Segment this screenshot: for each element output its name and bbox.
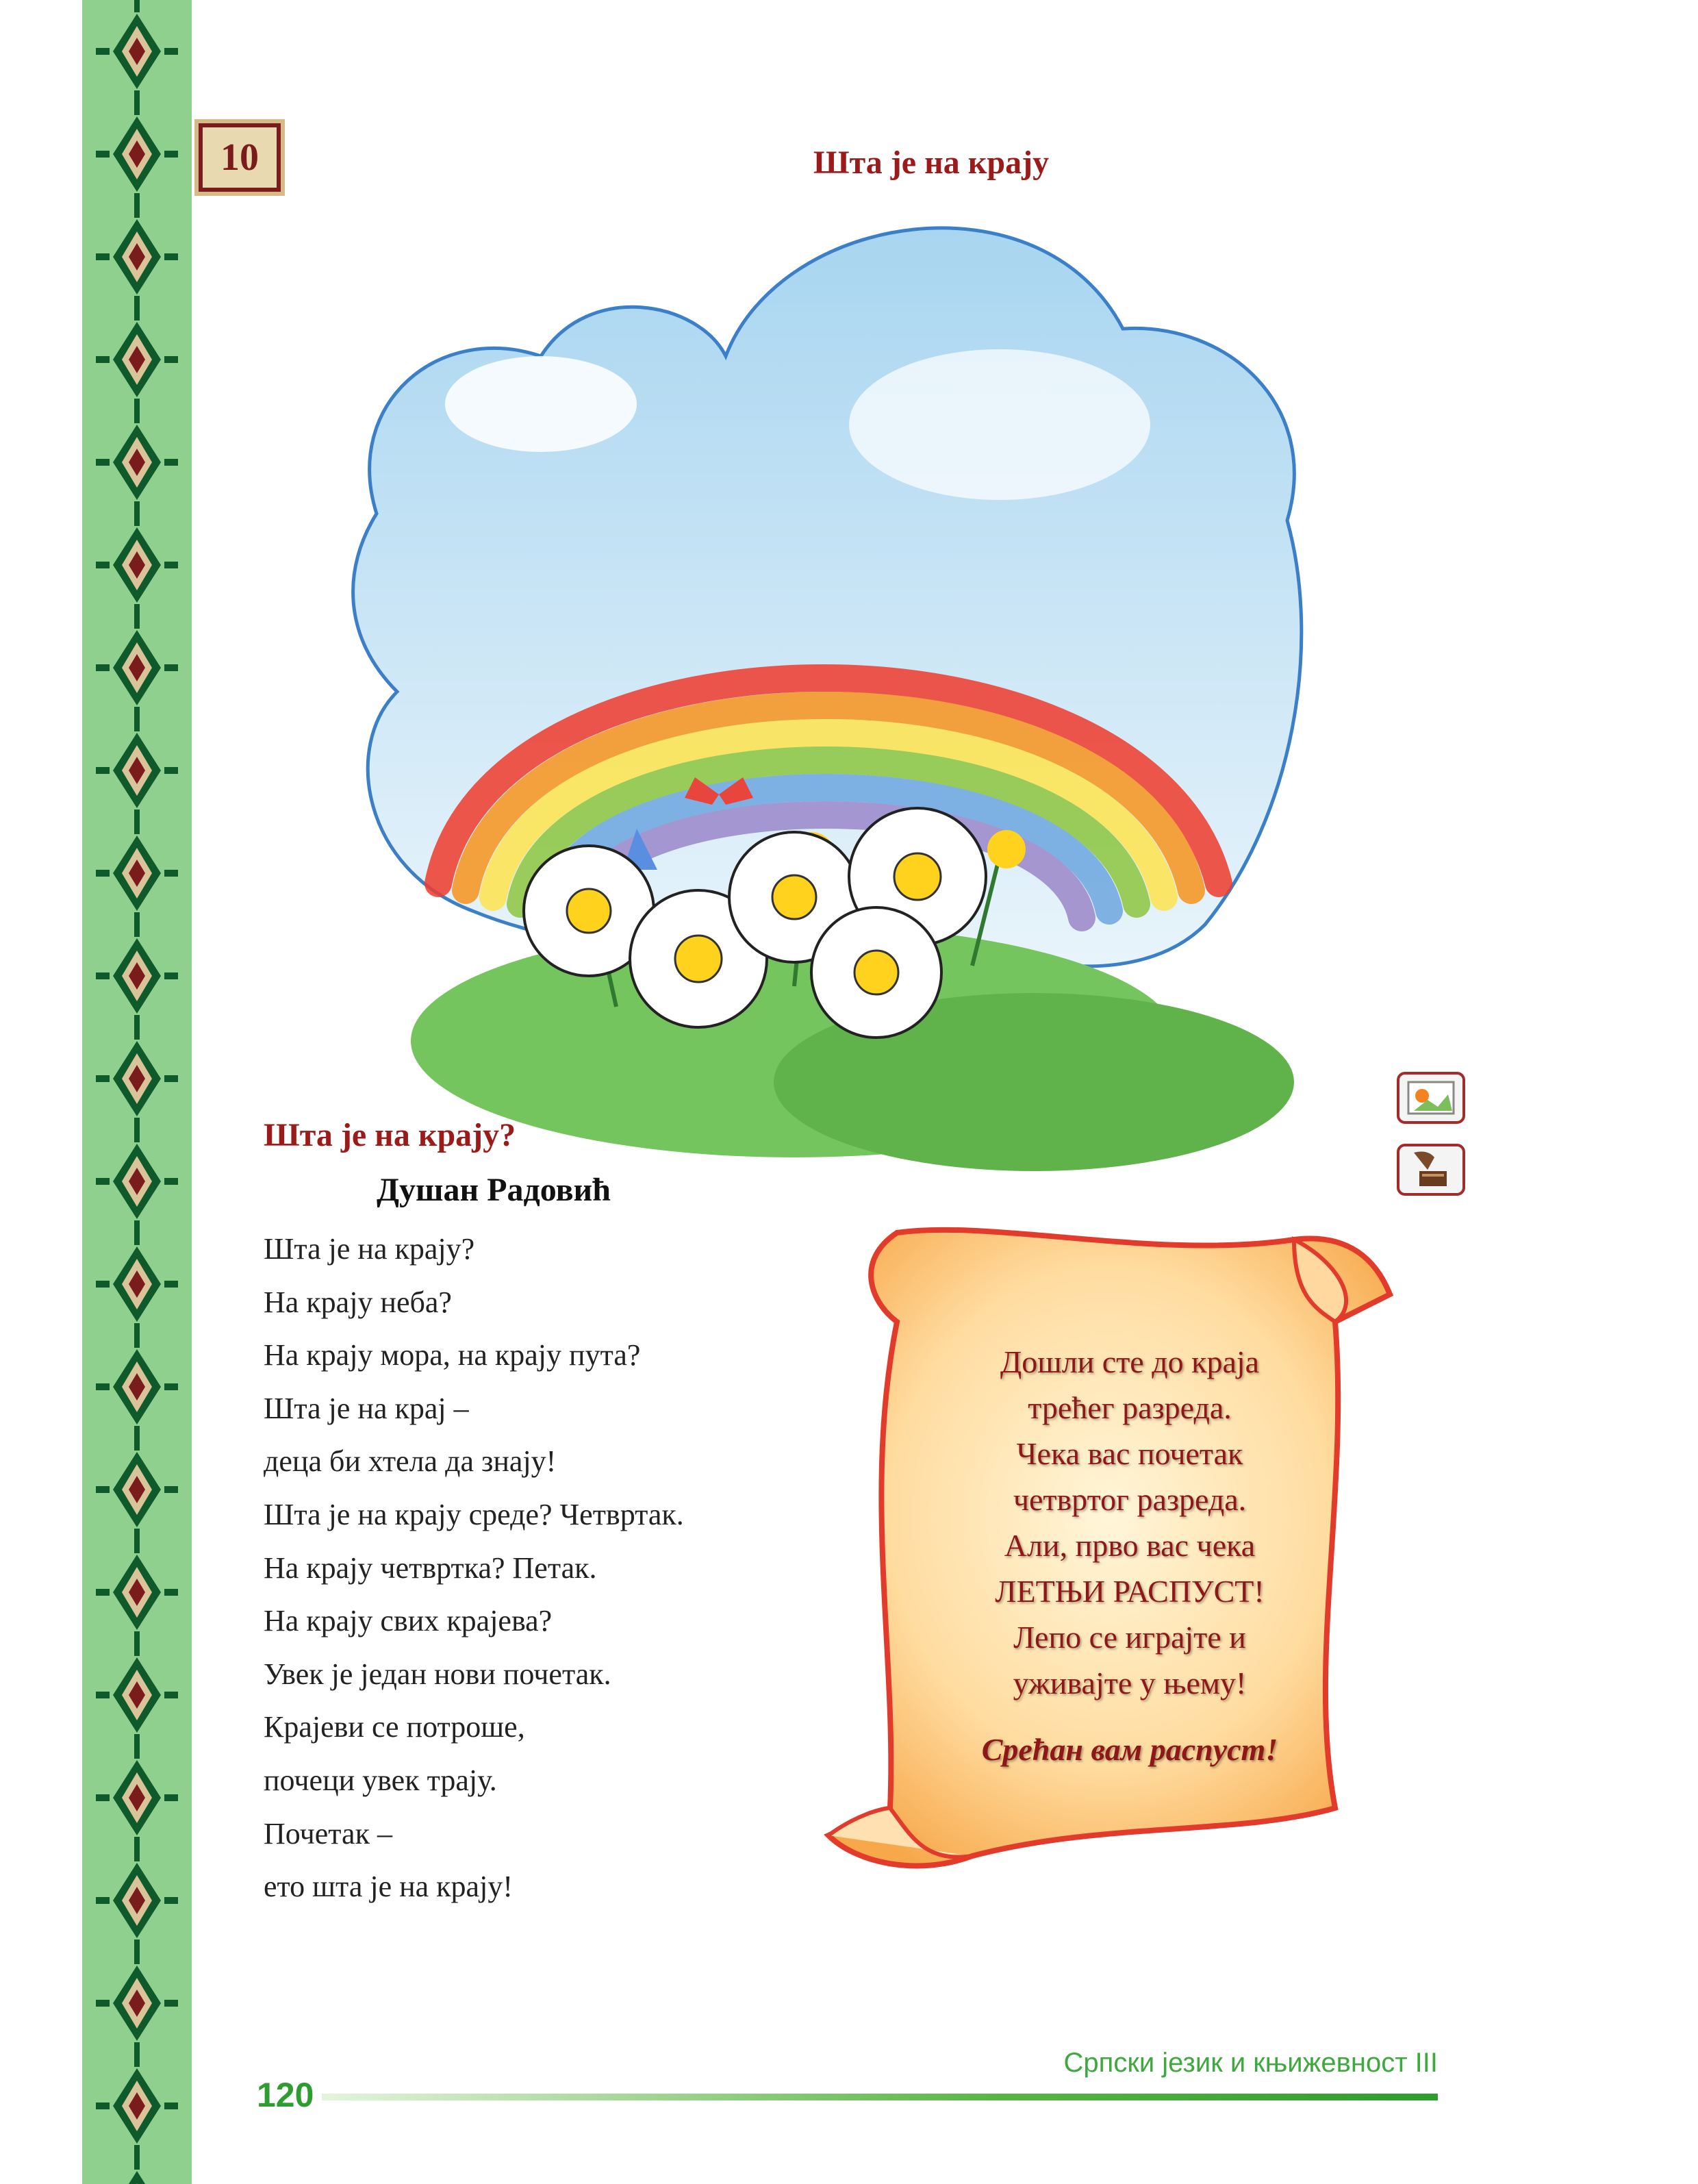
poem-line: Крајеви се потроше, [264, 1710, 525, 1744]
decorative-border [82, 0, 192, 2184]
poem-line: почеци увек трају. [264, 1763, 497, 1797]
gramophone-icon [1407, 1149, 1455, 1190]
lesson-number: 10 [220, 136, 259, 179]
page-number: 120 [257, 2076, 314, 2114]
poem-line: деца би хтела да знају! [264, 1444, 557, 1479]
poem-line: На крају четвртка? Петак. [264, 1551, 597, 1585]
poem-line: Шта је на крају? [264, 1232, 475, 1266]
footer-divider [322, 2094, 1438, 2100]
poem-author: Душан Радовић [377, 1172, 611, 1208]
scroll-line: Дошли сте до краја [1000, 1344, 1260, 1379]
poem-line: Увек је један нови почетак. [264, 1657, 611, 1691]
scroll-line: Али, прво вас чека [1004, 1528, 1256, 1563]
audio-button[interactable] [1397, 1144, 1465, 1196]
page-title: Шта је на крају [813, 145, 1050, 181]
ornament-pattern-icon [82, 0, 192, 2184]
poem-line: На крају свих крајева? [264, 1604, 553, 1638]
scroll-closing: Срећан вам распуст! [981, 1732, 1278, 1767]
scroll-line: Чека вас почетак [1016, 1436, 1243, 1471]
scroll-line: трећег разреда. [1028, 1390, 1232, 1425]
book-title: Српски језик и књижевност III [1063, 2048, 1438, 2078]
poem-line: На крају мора, на крају пута? [264, 1338, 641, 1372]
poem-line: ето шта је на крају! [264, 1870, 513, 1904]
image-icon [1407, 1081, 1455, 1115]
rainbow-flowers-illustration [315, 199, 1342, 1178]
image-button[interactable] [1397, 1072, 1465, 1124]
scroll-line: уживајте у њему! [1013, 1666, 1247, 1700]
poem-title: Шта је на крају? [264, 1117, 516, 1153]
scroll-line: Лепо се играјте и [1013, 1620, 1246, 1655]
poem-line: Шта је на крају среде? Четвртак. [264, 1497, 684, 1531]
scroll-line: ЛЕТЊИ РАСПУСТ! [995, 1574, 1265, 1609]
scroll-line: четвртог разреда. [1013, 1482, 1247, 1517]
poem-line: Шта је на крај – [264, 1391, 469, 1425]
poem-lines [264, 1222, 684, 1913]
poem-line: На крају неба? [264, 1285, 452, 1319]
scroll-message [890, 1339, 1369, 1772]
poem-line: Почетак – [264, 1816, 392, 1850]
